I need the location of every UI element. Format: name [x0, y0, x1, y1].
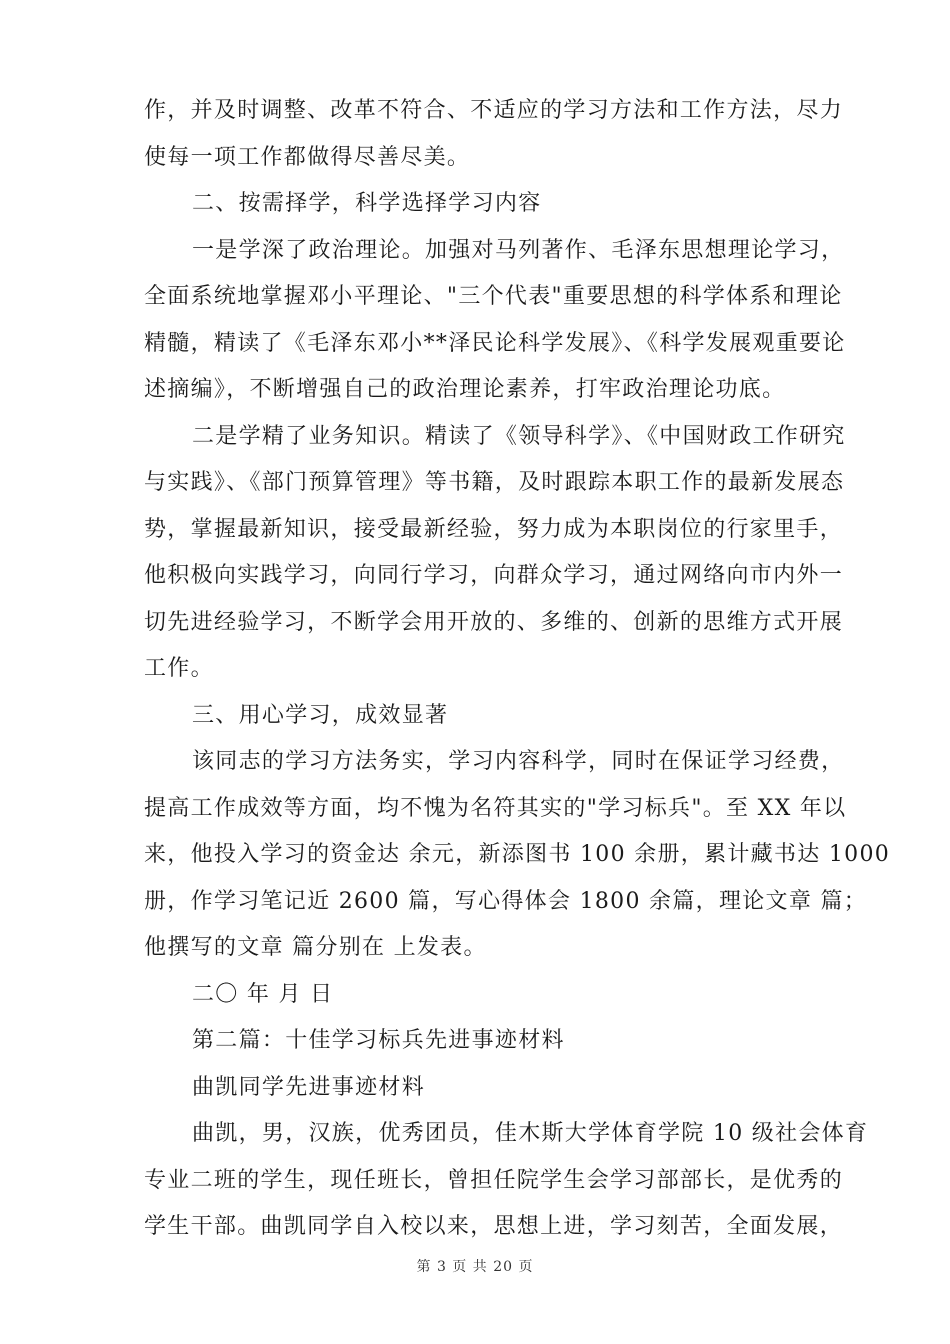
text-line: 切先进经验学习，不断学会用开放的、多维的、创新的思维方式开展 [144, 609, 844, 635]
text-line: 册，作学习笔记近 2600 篇，写心得体会 1800 余篇，理论文章 篇； [144, 888, 868, 914]
text-line: 曲凯同学先进事迹材料 [192, 1074, 426, 1100]
text-line: 势，掌握最新知识，接受最新经验，努力成为本职岗位的行家里手， [144, 516, 844, 542]
text-line: 三、用心学习，成效显著 [192, 702, 449, 728]
text-line: 第二篇：十佳学习标兵先进事迹材料 [192, 1028, 565, 1053]
text-line: 与实践》、《部门预算管理》等书籍，及时跟踪本职工作的最新发展态 [144, 470, 845, 495]
document-body [144, 88, 891, 1251]
text-line: 二〇 年 月 日 [192, 981, 334, 1007]
text-line: 一是学深了政治理论。加强对马列著作、毛泽东思想理论学习， [192, 237, 845, 263]
text-line: 提高工作成效等方面，均不愧为名符其实的"学习标兵"。至 XX 年以 [144, 795, 847, 821]
text-line: 作，并及时调整、改革不符合、不适应的学习方法和工作方法，尽力 [144, 98, 844, 123]
page-number-footer: 第 3 页 共 20 页 [416, 1259, 534, 1275]
text-line: 二、按需择学，科学选择学习内容 [192, 191, 542, 216]
text-line: 专业二班的学生，现任班长，曾担任院学生会学习部部长，是优秀的 [144, 1167, 844, 1193]
text-line: 他积极向实践学习，向同行学习，向群众学习，通过网络向市内外一 [144, 563, 844, 588]
text-line: 工作。 [144, 656, 214, 681]
text-line: 他撰写的文章 篇分别在 上发表。 [144, 935, 487, 960]
text-line: 来，他投入学习的资金达 余元，新添图书 100 余册，累计藏书达 1000 [144, 842, 891, 867]
text-line: 使每一项工作都做得尽善尽美。 [144, 144, 471, 170]
text-line: 述摘编》，不断增强自己的政治理论素养，打牢政治理论功底。 [144, 377, 786, 402]
text-line: 全面系统地掌握邓小平理论、"三个代表"重要思想的科学体系和理论 [144, 284, 843, 309]
text-line: 二是学精了业务知识。精读了《领导科学》、《中国财政工作研究 [192, 423, 846, 449]
text-line: 该同志的学习方法务实，学习内容科学，同时在保证学习经费， [192, 749, 845, 774]
text-line: 曲凯，男，汉族，优秀团员，佳木斯大学体育学院 10 级社会体育 [192, 1121, 869, 1146]
text-line: 学生干部。曲凯同学自入校以来，思想上进，学习刻苦，全面发展， [144, 1214, 844, 1239]
text-line: 精髓，精读了《毛泽东邓小**泽民论科学发展》、《科学发展观重要论 [144, 330, 846, 356]
